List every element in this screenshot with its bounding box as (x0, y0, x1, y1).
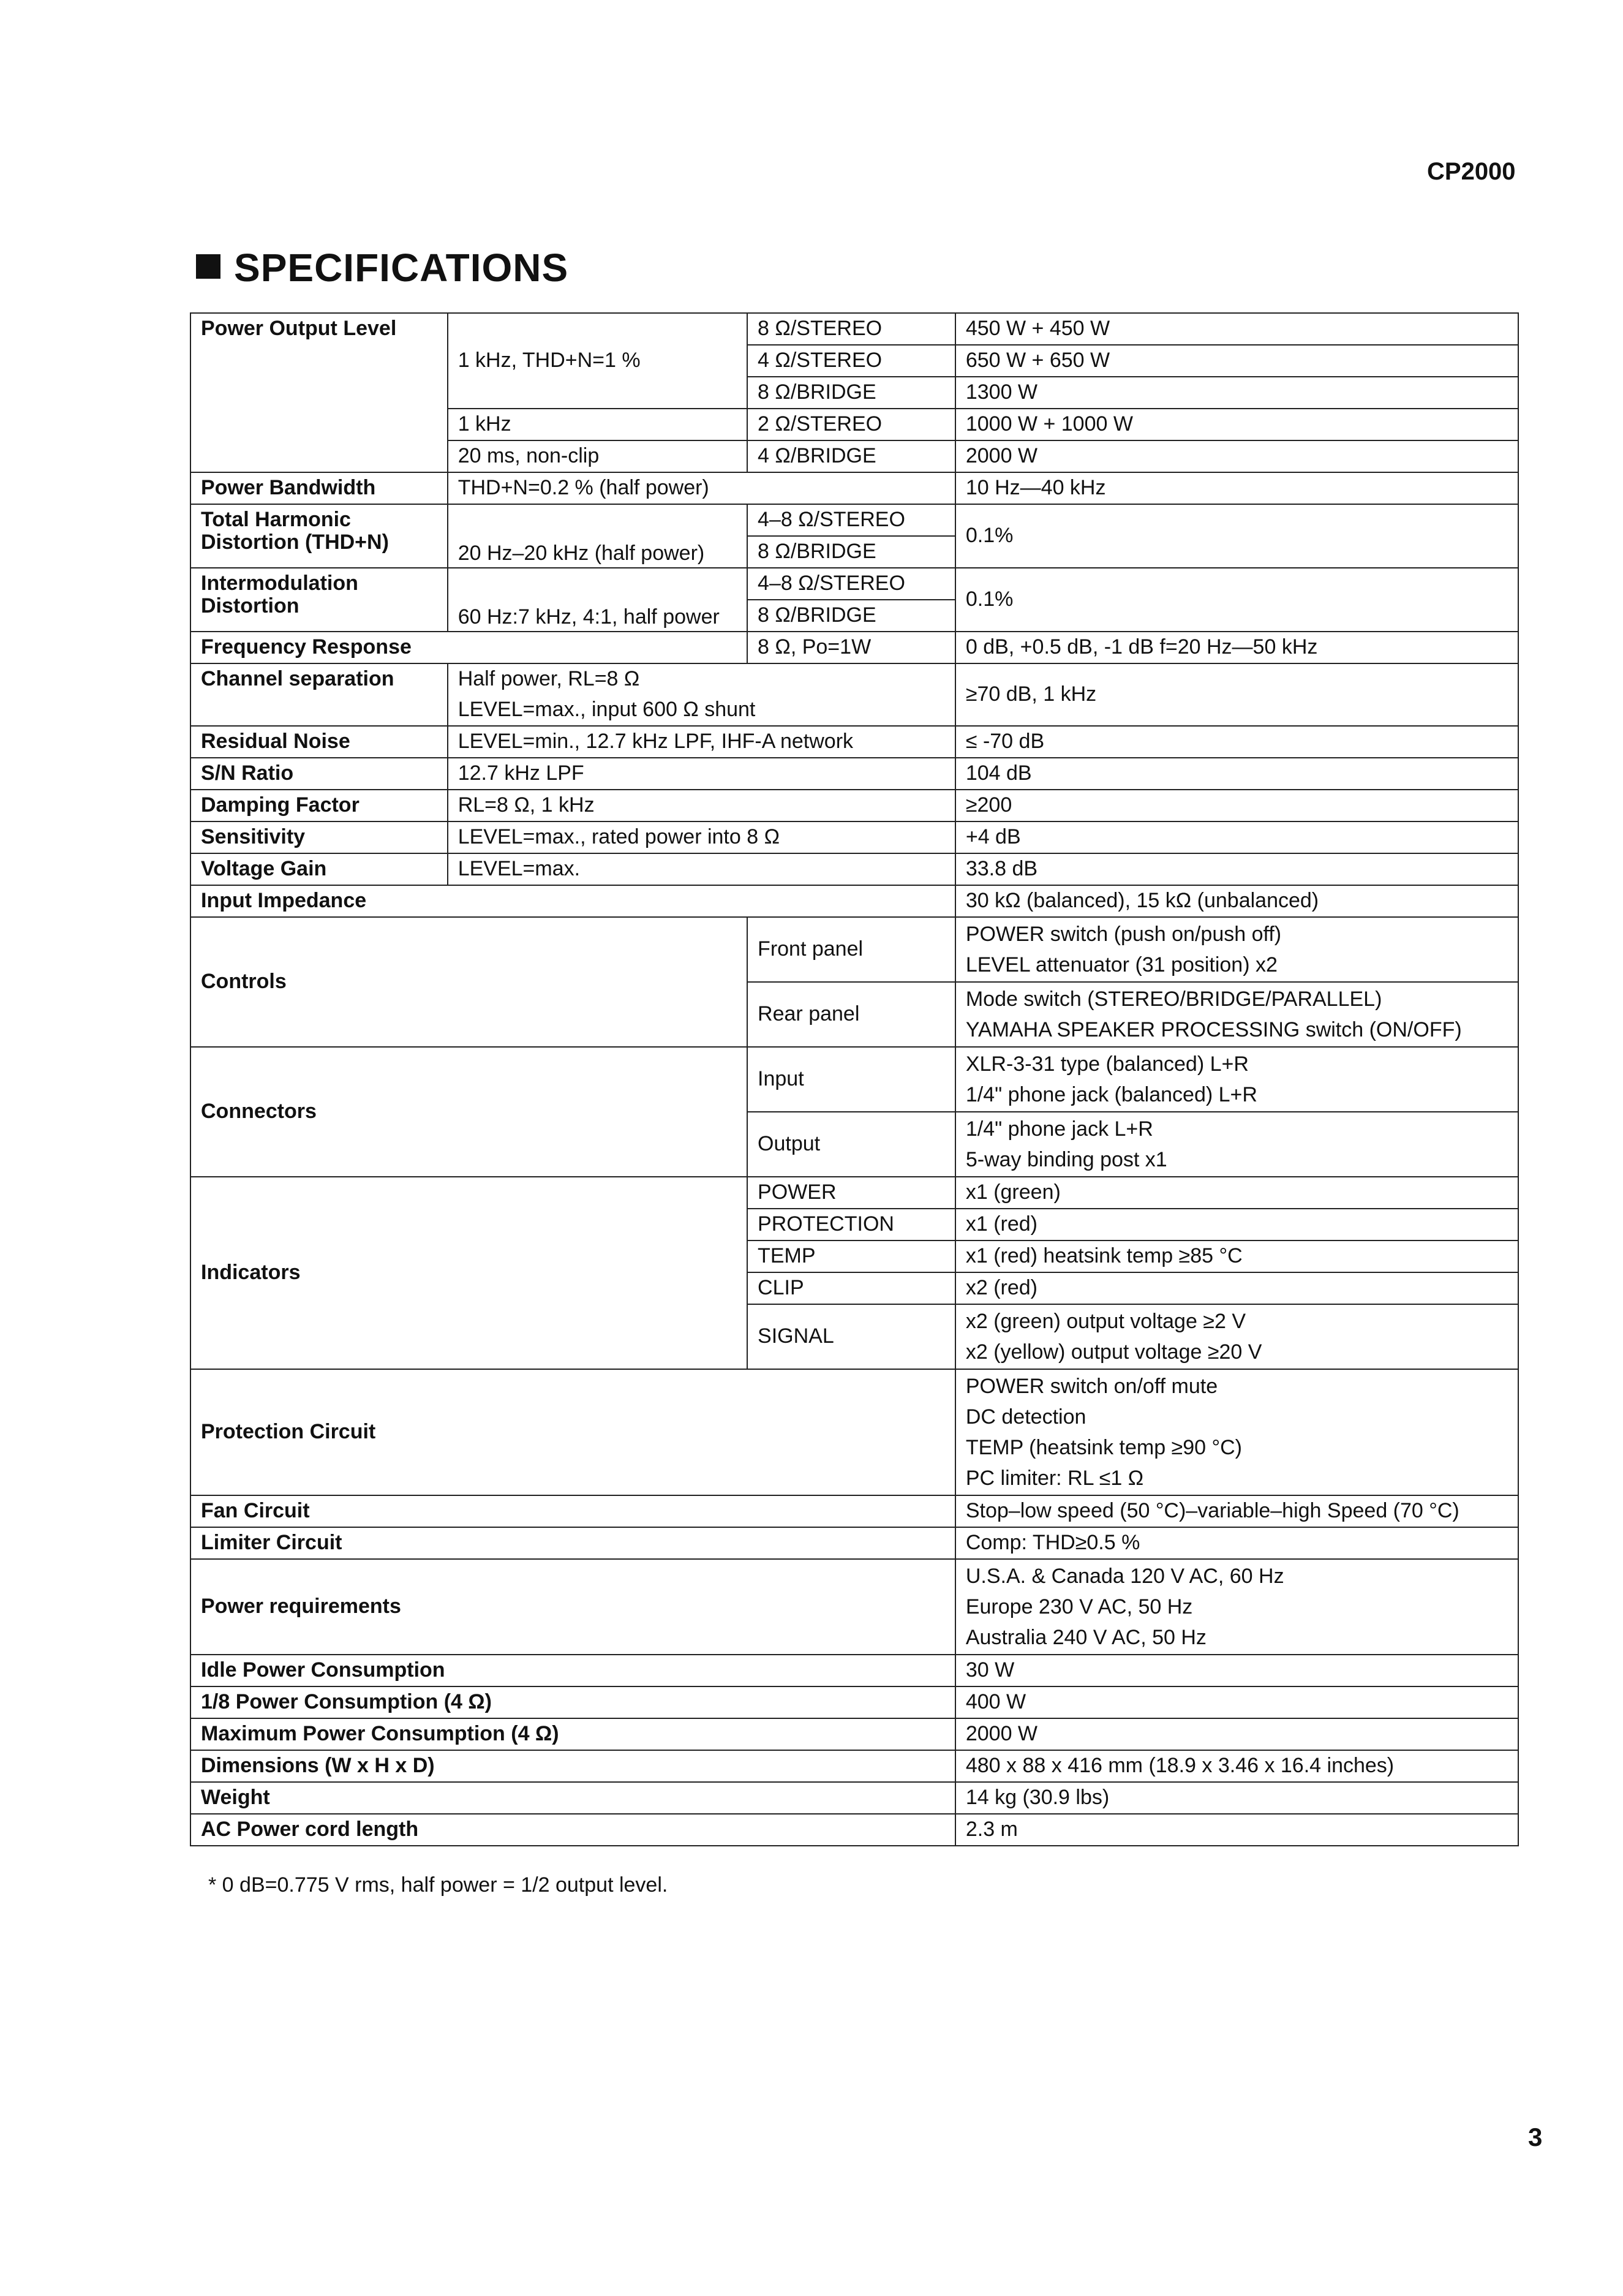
spec-label: AC Power cord length (190, 1814, 955, 1846)
spec-value-line: Mode switch (STEREO/BRIDGE/PARALLEL) (965, 988, 1382, 1011)
spec-condition: LEVEL=max., rated power into 8 Ω (448, 821, 955, 853)
spec-subcondition: POWER (747, 1177, 955, 1209)
model-number: CP2000 (1427, 158, 1516, 185)
spec-label: Power Output Level (190, 313, 448, 472)
table-row (190, 1686, 1518, 1718)
spec-condition: 1 kHz, THD+N=1 % (448, 313, 747, 409)
spec-value: 0 dB, +0.5 dB, -1 dB f=20 Hz—50 kHz (955, 632, 1518, 663)
spec-value: 2000 W (955, 440, 1518, 472)
spec-subcondition: 8 Ω/STEREO (747, 313, 955, 345)
spec-value: Stop–low speed (50 °C)–variable–high Speed (70 °C) (955, 1495, 1518, 1527)
spec-value: +4 dB (955, 821, 1518, 853)
spec-subcondition: 4–8 Ω/STEREO (747, 568, 955, 600)
spec-value: Comp: THD≥0.5 % (955, 1527, 1518, 1559)
table-row (190, 504, 1518, 536)
table-row (190, 1495, 1518, 1527)
spec-value (955, 1304, 1518, 1369)
table-row (190, 1527, 1518, 1559)
spec-subcondition: 4–8 Ω/STEREO (747, 504, 955, 536)
spec-subcondition: Output (747, 1112, 955, 1177)
page-number: 3 (1528, 2123, 1543, 2151)
spec-value: 0.1% (955, 504, 1518, 568)
spec-label: Limiter Circuit (190, 1527, 955, 1559)
table-row (190, 726, 1518, 758)
spec-label: Sensitivity (190, 821, 448, 853)
table-row (190, 1177, 1518, 1209)
table-row (190, 853, 1518, 885)
spec-label: Fan Circuit (190, 1495, 955, 1527)
spec-label: Voltage Gain (190, 853, 448, 885)
spec-value-line: Europe 230 V AC, 50 Hz (965, 1595, 1193, 1618)
spec-value-line: DC detection (965, 1405, 1086, 1429)
spec-label: Weight (190, 1782, 955, 1814)
spec-value: x1 (red) (955, 1209, 1518, 1241)
spec-value: 30 kΩ (balanced), 15 kΩ (unbalanced) (955, 885, 1518, 917)
spec-value (955, 1112, 1518, 1177)
spec-value: 104 dB (955, 758, 1518, 790)
spec-value-line: 5-way binding post x1 (965, 1148, 1167, 1171)
spec-label: Dimensions (W x H x D) (190, 1750, 955, 1782)
spec-subcondition: 2 Ω/STEREO (747, 409, 955, 440)
table-row (190, 1369, 1518, 1495)
spec-label: Residual Noise (190, 726, 448, 758)
table-row (190, 1559, 1518, 1655)
spec-label: Total Harmonic Distortion (THD+N) (190, 504, 448, 568)
spec-condition: 20 Hz–20 kHz (half power) (448, 504, 747, 568)
table-row (190, 1718, 1518, 1750)
spec-value (955, 982, 1518, 1047)
bullet-square-icon (196, 254, 220, 279)
spec-condition: RL=8 Ω, 1 kHz (448, 790, 955, 821)
section-title: SPECIFICATIONS (234, 246, 569, 290)
spec-value: 1300 W (955, 377, 1518, 409)
table-row (190, 885, 1518, 917)
spec-label: Connectors (190, 1047, 747, 1177)
spec-condition: LEVEL=max. (448, 853, 955, 885)
spec-value (955, 1047, 1518, 1112)
spec-subcondition: 8 Ω/BRIDGE (747, 536, 955, 568)
spec-value: 400 W (955, 1686, 1518, 1718)
spec-subcondition: Input (747, 1047, 955, 1112)
spec-value (955, 1559, 1518, 1655)
spec-value: 1000 W + 1000 W (955, 409, 1518, 440)
spec-value: 450 W + 450 W (955, 313, 1518, 345)
spec-subcondition: 8 Ω, Po=1W (747, 632, 955, 663)
spec-value-line: LEVEL attenuator (31 position) x2 (965, 953, 1278, 976)
spec-value: 2.3 m (955, 1814, 1518, 1846)
spec-value: 33.8 dB (955, 853, 1518, 885)
spec-value: x2 (red) (955, 1272, 1518, 1304)
spec-label: S/N Ratio (190, 758, 448, 790)
footnote: * 0 dB=0.775 V rms, half power = 1/2 output level. (208, 1873, 668, 1897)
spec-value: x1 (green) (955, 1177, 1518, 1209)
table-row (190, 313, 1518, 345)
spec-subcondition: CLIP (747, 1272, 955, 1304)
table-row (190, 1814, 1518, 1846)
spec-value: 2000 W (955, 1718, 1518, 1750)
spec-condition: LEVEL=max., input 600 Ω shunt (448, 695, 955, 726)
table-row (190, 917, 1518, 982)
spec-label: Idle Power Consumption (190, 1655, 955, 1686)
spec-value-line: x2 (yellow) output voltage ≥20 V (965, 1340, 1262, 1364)
spec-value-line: x2 (green) output voltage ≥2 V (965, 1310, 1246, 1333)
table-row (190, 663, 1518, 695)
table-row (190, 1655, 1518, 1686)
spec-label: Power Bandwidth (190, 472, 448, 504)
spec-label: Frequency Response (190, 632, 747, 663)
spec-condition: 20 ms, non-clip (448, 440, 747, 472)
spec-label: Maximum Power Consumption (4 Ω) (190, 1718, 955, 1750)
spec-label: Controls (190, 917, 747, 1047)
specifications-table (190, 312, 1519, 1846)
spec-condition: THD+N=0.2 % (half power) (448, 472, 955, 504)
spec-value-line: YAMAHA SPEAKER PROCESSING switch (ON/OFF) (965, 1018, 1462, 1041)
spec-condition: 60 Hz:7 kHz, 4:1, half power (448, 568, 747, 632)
spec-condition: 1 kHz (448, 409, 747, 440)
spec-label: Damping Factor (190, 790, 448, 821)
spec-value-line: POWER switch (push on/push off) (965, 923, 1282, 946)
spec-value-line: Australia 240 V AC, 50 Hz (965, 1626, 1207, 1649)
spec-value: ≤ -70 dB (955, 726, 1518, 758)
spec-subcondition: 4 Ω/BRIDGE (747, 440, 955, 472)
table-row (190, 790, 1518, 821)
spec-subcondition: PROTECTION (747, 1209, 955, 1241)
table-row (190, 758, 1518, 790)
spec-subcondition: 8 Ω/BRIDGE (747, 600, 955, 632)
spec-value: 650 W + 650 W (955, 345, 1518, 377)
spec-value: 14 kg (30.9 lbs) (955, 1782, 1518, 1814)
spec-subcondition: Rear panel (747, 982, 955, 1047)
spec-label: Intermodulation Distortion (190, 568, 448, 632)
spec-label: Power requirements (190, 1559, 955, 1655)
table-row (190, 1782, 1518, 1814)
spec-condition: 12.7 kHz LPF (448, 758, 955, 790)
spec-value (955, 917, 1518, 982)
spec-subcondition: TEMP (747, 1241, 955, 1272)
table-row (190, 1750, 1518, 1782)
spec-value: x1 (red) heatsink temp ≥85 °C (955, 1241, 1518, 1272)
spec-value: 0.1% (955, 568, 1518, 632)
spec-condition: Half power, RL=8 Ω (448, 663, 955, 695)
spec-subcondition: Front panel (747, 917, 955, 982)
spec-value: 480 x 88 x 416 mm (18.9 x 3.46 x 16.4 inches) (955, 1750, 1518, 1782)
spec-condition: LEVEL=min., 12.7 kHz LPF, IHF-A network (448, 726, 955, 758)
section-heading (196, 245, 568, 290)
spec-value-line: POWER switch on/off mute (965, 1375, 1218, 1398)
spec-subcondition: 4 Ω/STEREO (747, 345, 955, 377)
table-row (190, 1047, 1518, 1112)
spec-subcondition: SIGNAL (747, 1304, 955, 1369)
spec-value: 10 Hz—40 kHz (955, 472, 1518, 504)
spec-value-line: XLR-3-31 type (balanced) L+R (965, 1052, 1249, 1076)
spec-value: ≥70 dB, 1 kHz (955, 663, 1518, 726)
spec-label: Protection Circuit (190, 1369, 955, 1495)
spec-value-line: 1/4" phone jack (balanced) L+R (965, 1083, 1257, 1106)
spec-value-line: 1/4" phone jack L+R (965, 1117, 1153, 1141)
spec-label: Input Impedance (190, 885, 955, 917)
spec-label: 1/8 Power Consumption (4 Ω) (190, 1686, 955, 1718)
table-row (190, 472, 1518, 504)
spec-value-line: TEMP (heatsink temp ≥90 °C) (965, 1436, 1242, 1459)
spec-label: Channel separation (190, 663, 448, 726)
table-row (190, 632, 1518, 663)
table-row (190, 821, 1518, 853)
spec-value-line: U.S.A. & Canada 120 V AC, 60 Hz (965, 1565, 1284, 1588)
spec-value-line: PC limiter: RL ≤1 Ω (965, 1467, 1144, 1490)
spec-value: ≥200 (955, 790, 1518, 821)
spec-value (955, 1369, 1518, 1495)
spec-label: Indicators (190, 1177, 747, 1369)
spec-subcondition: 8 Ω/BRIDGE (747, 377, 955, 409)
spec-value: 30 W (955, 1655, 1518, 1686)
table-row (190, 568, 1518, 600)
